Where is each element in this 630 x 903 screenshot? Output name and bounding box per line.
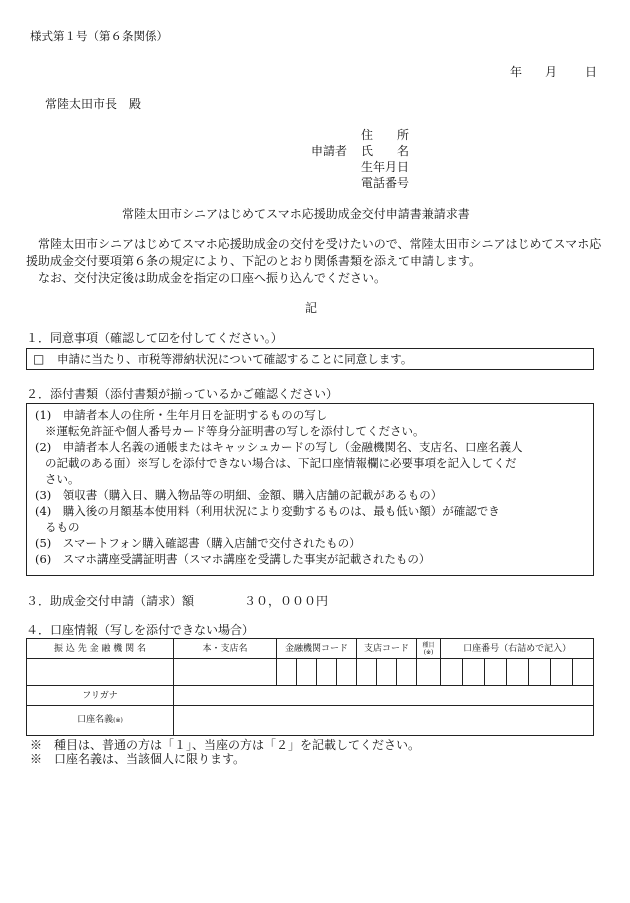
bank-code-digit[interactable] [277, 659, 297, 686]
account-type-field[interactable] [417, 659, 441, 686]
applicant-birthdate-label: 生年月日 [361, 160, 410, 174]
consent-box [26, 348, 594, 370]
list-item: るもの [45, 520, 80, 534]
branch-name-header: 本・支店名 [174, 639, 277, 659]
bank-name-header: 振 込 先 金 融 機 関 名 [27, 639, 174, 659]
bank-code-digit[interactable] [337, 659, 357, 686]
list-item: さい。 [45, 472, 80, 486]
bank-account-table [26, 638, 594, 736]
holder-field[interactable] [174, 706, 594, 736]
list-item: (6) スマホ講座受講証明書（スマホ講座を受講した事実が記載されたもの） [35, 552, 431, 566]
applicant-phone-label: 電話番号 [361, 176, 410, 190]
consent-text: 申請に当たり、市税等滞納状況について確認することに同意します。 [57, 352, 413, 366]
date-month: 月 [545, 65, 558, 79]
applicant-name-label: 氏 名 [361, 144, 410, 158]
section2-heading: ２．添付書類（添付書類が揃っているかご確認ください） [26, 387, 339, 401]
account-type-header: 種目 (※) [417, 639, 441, 659]
account-number-digit[interactable] [441, 659, 463, 686]
intro-paragraph-1: 常陸太田市シニアはじめてスマホ応援助成金の交付を受けたいので、常陸太田市シニアはじめてスマホ応援助成金交付要項第６条の規定により、下記のとおり関係書類を添えて申請します。 [26, 237, 602, 268]
account-number-digit[interactable] [551, 659, 573, 686]
applicant-label: 申請者 [311, 144, 348, 158]
branch-code-digit[interactable] [357, 659, 377, 686]
section3-heading: ３．助成金交付申請（請求）額 [26, 594, 195, 608]
list-item: (2) 申請者本人名義の通帳またはキャッシュカードの写し（金融機関名、支店名、口座名義人 [35, 440, 523, 454]
section1-heading: １．同意事項（確認して☑を付してください。） [26, 331, 283, 345]
list-item: (3) 領収書（購入日、購入物品等の明細、金額、購入店舗の記載があるもの） [35, 488, 443, 502]
note-account-holder: ※ 口座名義は、当該個人に限ります。 [30, 752, 246, 766]
bank-code-digit[interactable] [317, 659, 337, 686]
branch-code-digit[interactable] [397, 659, 417, 686]
list-item: の記載のある面）※写しを添付できない場合は、下記口座情報欄に必要事項を記入してくだ [45, 456, 517, 470]
account-number-digit[interactable] [507, 659, 529, 686]
bank-code-digit[interactable] [297, 659, 317, 686]
list-item: (1) 申請者本人の住所・生年月日を証明するものの写し [35, 408, 328, 422]
account-number-digit[interactable] [463, 659, 485, 686]
list-item: (5) スマートフォン購入確認書（購入店舗で交付されたもの） [35, 536, 361, 550]
list-item: (4) 購入後の月額基本使用料（利用状況により変動するものは、最も低い額）が確認でき [35, 504, 500, 518]
intro-paragraph-2: なお、交付決定後は助成金を指定の口座へ振り込んでください。 [38, 271, 387, 285]
attachments-box [26, 403, 594, 576]
account-number-digit[interactable] [573, 659, 594, 686]
account-number-digit[interactable] [485, 659, 507, 686]
form-title: 常陸太田市シニアはじめてスマホ応援助成金交付申請書兼請求書 [122, 207, 470, 221]
note-account-type: ※ 種目は、普通の方は「１」、当座の方は「２」を記載してください。 [30, 738, 421, 752]
date-day: 日 [585, 65, 598, 79]
consent-checkbox[interactable]: □ [33, 352, 45, 366]
date-year: 年 [510, 65, 523, 79]
addressee: 常陸太田市長 殿 [45, 97, 142, 111]
branch-code-digit[interactable] [377, 659, 397, 686]
branch-code-header: 支店コード [357, 639, 417, 659]
branch-name-field[interactable] [174, 659, 277, 686]
form-number: 様式第１号（第６条関係） [30, 29, 168, 43]
section4-heading: ４．口座情報（写しを添付できない場合） [26, 623, 255, 637]
account-number-digit[interactable] [529, 659, 551, 686]
grant-amount: ３０，０００円 [244, 594, 329, 608]
furigana-field[interactable] [174, 686, 594, 706]
bank-code-header: 金融機関コード [277, 639, 357, 659]
bank-name-field[interactable] [27, 659, 174, 686]
furigana-label: フリガナ [27, 686, 174, 706]
account-number-header: 口座番号（右詰めで記入） [441, 639, 594, 659]
holder-label: 口座名義(※) [27, 706, 174, 736]
ki-heading: 記 [305, 301, 318, 315]
list-item: ※運転免許証や個人番号カード等身分証明書の写しを添付してください。 [45, 424, 425, 438]
applicant-address-label: 住 所 [361, 128, 410, 142]
